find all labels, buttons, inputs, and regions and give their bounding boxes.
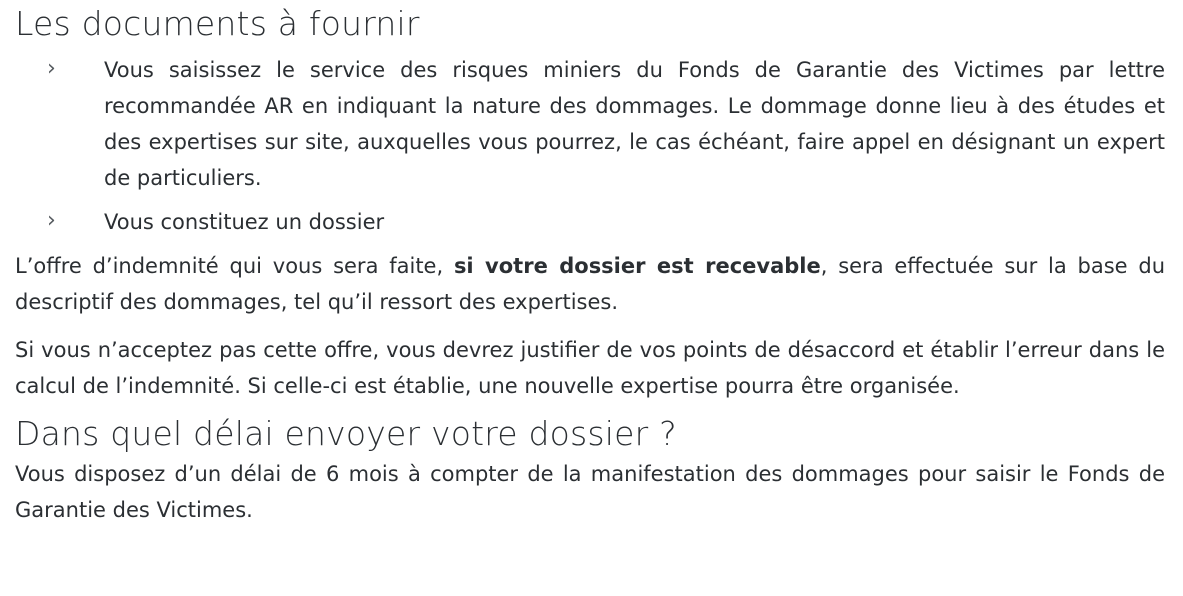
paragraph-delay: Vous disposez d’un délai de 6 mois à compter de la manifestation des dommages pour saisir le Fonds de Garantie des Victimes. [15, 462, 1165, 522]
section-title-delay: Dans quel délai envoyer votre dossier ? [15, 414, 677, 453]
paragraph-offer [15, 248, 1165, 320]
paragraph-offer-bold: si votre dossier est recevable [453, 254, 821, 278]
list-item-text: Vous constituez un dossier [104, 210, 385, 234]
list-item-text: Vous saisissez le service des risques miniers du Fonds de Garantie des Victimes par lettre recommandée AR en indiquant la nature des dommages. Le dommage donne lieu à des études et des expertises sur site, auxquelles vous pourrez, le cas échéant, faire appel en désignant un expert de particuliers. [104, 58, 1165, 190]
paragraph-disagreement: Si vous n’acceptez pas cette offre, vous devrez justifier de vos points de désaccord et établir l’erreur dans le calcul de l’indemnité. Si celle-ci est établie, une nouvelle expertise pourra être organisée. [15, 338, 1165, 398]
chevron-right-icon: › [47, 208, 56, 233]
document-page [0, 2, 1183, 596]
paragraph-offer-start: L’offre d’indemnité qui vous sera faite, [15, 254, 454, 278]
list-item [15, 52, 1165, 196]
paragraph-offer-end: , sera effectuée sur la base du descriptif des dommages, tel qu’il ressort des expertises. [15, 254, 1165, 314]
documents-list [15, 52, 1165, 240]
section-title-documents: Les documents à fournir [15, 4, 420, 43]
list-item [15, 204, 1165, 240]
chevron-right-icon: › [47, 56, 56, 81]
